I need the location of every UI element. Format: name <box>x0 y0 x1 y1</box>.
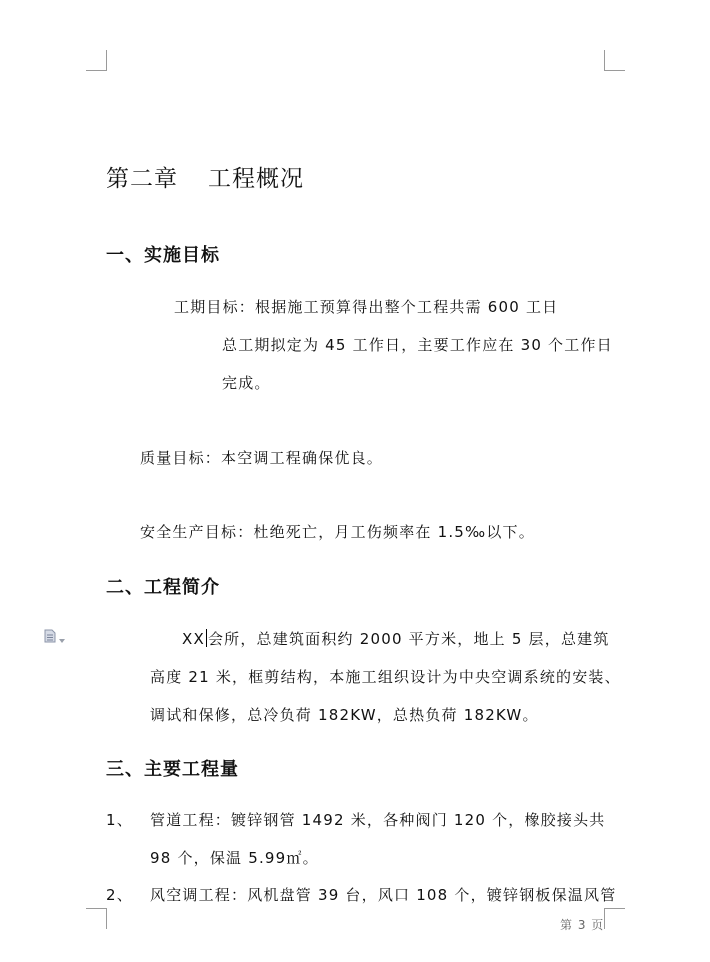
overview-line1-rest: 会所，总建筑面积约 2000 平方米，地上 5 层，总建筑 <box>207 630 610 648</box>
margin-corner-top-right <box>604 50 625 71</box>
margin-corner-bottom-right <box>604 908 625 929</box>
schedule-goal-line2: 总工期拟定为 45 工作日，主要工作应在 30 个工作日 <box>222 336 613 354</box>
list-item-1-number: 1、 <box>106 811 133 829</box>
dropdown-caret-icon <box>59 628 65 647</box>
list-item-2-line1: 风空调工程：风机盘管 39 台，风口 108 个，镀锌钢板保温风管 <box>150 886 617 904</box>
chapter-title: 工程概况 <box>208 166 304 192</box>
document-icon <box>44 628 56 647</box>
text-cursor <box>206 629 207 647</box>
margin-doc-menu[interactable] <box>44 628 65 647</box>
list-item-1-line2: 98 个，保温 5.99㎡。 <box>150 849 319 867</box>
schedule-goal-line3: 完成。 <box>222 374 271 392</box>
section-heading-3: 三、主要工程量 <box>106 759 239 780</box>
overview-line1[interactable] <box>182 628 610 649</box>
chapter-number: 第二章 <box>106 166 178 192</box>
schedule-goal-line1: 工期目标：根据施工预算得出整个工程共需 600 工日 <box>174 298 559 316</box>
overview-line3: 调试和保修，总冷负荷 182KW，总热负荷 182KW。 <box>150 706 539 724</box>
overview-line1-prefix: XX <box>182 630 205 648</box>
list-item-1-line1: 管道工程：镀锌钢管 1492 米，各种阀门 120 个，橡胶接头共 <box>150 811 606 829</box>
chapter-heading <box>106 160 304 193</box>
overview-line2: 高度 21 米，框剪结构，本施工组织设计为中央空调系统的安装、 <box>150 668 621 686</box>
margin-corner-top-left <box>86 50 107 71</box>
safety-goal: 安全生产目标：杜绝死亡，月工伤频率在 1.5‰以下。 <box>140 523 535 541</box>
quality-goal: 质量目标：本空调工程确保优良。 <box>140 449 384 467</box>
margin-corner-bottom-left <box>86 908 107 929</box>
section-heading-1: 一、实施目标 <box>106 245 220 266</box>
list-item-2-number: 2、 <box>106 886 133 904</box>
page-number: 第 3 页 <box>560 918 605 932</box>
section-heading-2: 二、工程简介 <box>106 577 220 598</box>
